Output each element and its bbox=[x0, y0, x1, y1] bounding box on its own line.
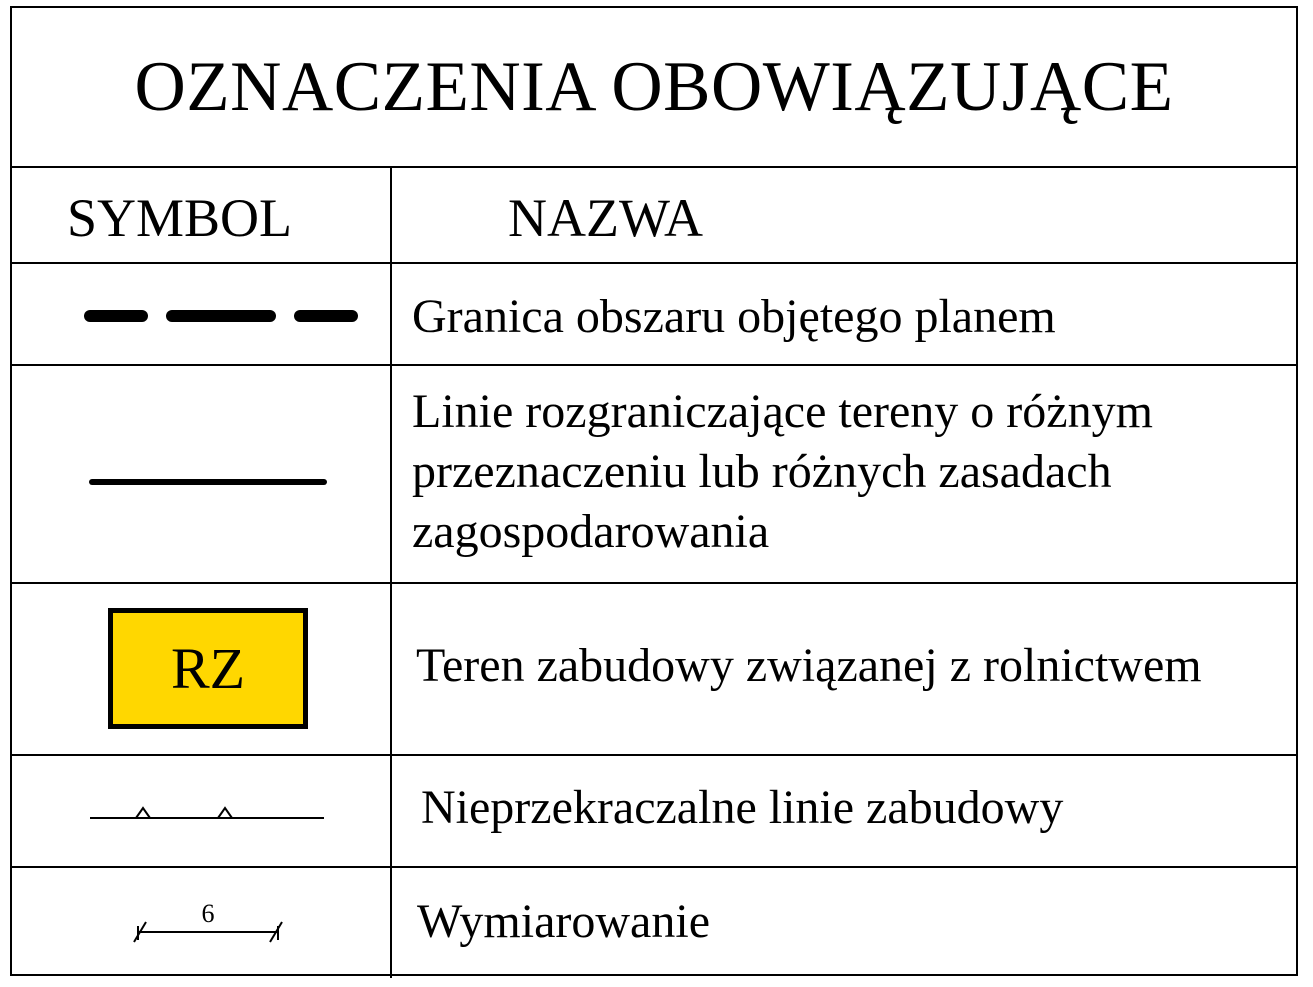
rz-zone-label: RZ bbox=[170, 636, 246, 701]
legend-row bbox=[12, 366, 1296, 584]
legend-row bbox=[12, 868, 1296, 978]
legend-row-name: Linie rozgraniczające tereny o różnym przeznaczeniu lub różnych zasadach zagospodarowania bbox=[412, 385, 1153, 558]
legend-symbol-cell bbox=[12, 366, 392, 582]
legend-row bbox=[12, 756, 1296, 868]
dashed-boundary-symbol bbox=[12, 264, 390, 364]
triangle-marker bbox=[218, 808, 232, 818]
dimension-symbol bbox=[12, 868, 390, 976]
legend-symbol-cell bbox=[12, 584, 392, 754]
legend-name-cell bbox=[392, 584, 1296, 754]
solid-line-symbol bbox=[12, 366, 390, 582]
legend-symbol-cell bbox=[12, 264, 392, 364]
header-symbol-cell bbox=[12, 168, 392, 262]
rz-zone-symbol bbox=[108, 608, 308, 729]
legend-row-name: Granica obszaru objętego planem bbox=[412, 290, 1056, 343]
legend-name-cell bbox=[392, 366, 1296, 582]
legend-row-name: Nieprzekraczalne linie zabudowy bbox=[421, 781, 1064, 834]
legend-symbol-cell bbox=[12, 868, 392, 978]
legend-row bbox=[12, 584, 1296, 756]
legend-table bbox=[10, 6, 1298, 976]
triangle-marker bbox=[136, 808, 150, 818]
legend-row-name: Teren zabudowy związanej z rolnictwem bbox=[416, 639, 1202, 692]
header-name-cell bbox=[392, 168, 1296, 262]
legend-title: OZNACZENIA OBOWIĄZUJĄCE bbox=[134, 48, 1174, 126]
header-name: NAZWA bbox=[508, 188, 703, 248]
legend-title-row bbox=[12, 8, 1296, 168]
dimension-value: 6 bbox=[201, 899, 215, 928]
building-line-symbol bbox=[12, 756, 390, 866]
header-symbol: SYMBOL bbox=[67, 188, 293, 248]
legend-row bbox=[12, 264, 1296, 366]
legend-name-cell bbox=[392, 264, 1296, 364]
legend-row-name: Wymiarowanie bbox=[417, 895, 710, 948]
legend-name-cell bbox=[392, 868, 1296, 978]
legend-header-row bbox=[12, 168, 1296, 264]
legend-symbol-cell bbox=[12, 756, 392, 866]
legend-name-cell bbox=[392, 756, 1296, 866]
